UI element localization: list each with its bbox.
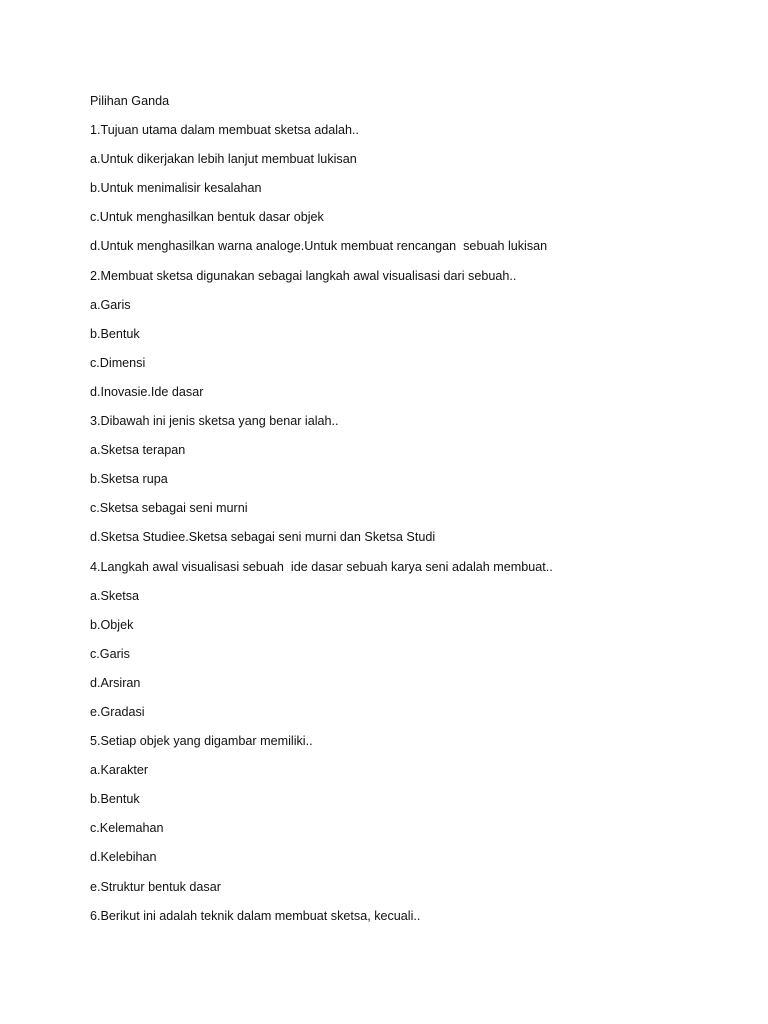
question-4-option-a: a.Sketsa <box>90 588 140 603</box>
question-5-option-a: a.Karakter <box>90 763 149 778</box>
question-2-option-c: c.Dimensi <box>90 355 146 370</box>
question-1-option-c: c.Untuk menghasilkan bentuk dasar objek <box>90 210 324 225</box>
section-title: Pilihan Ganda <box>90 94 170 108</box>
question-3-option-d: d.Sketsa Studiee.Sketsa sebagai seni murni dan Sketsa Studi <box>90 530 436 545</box>
question-3: 3.Dibawah ini jenis sketsa yang benar ialah.. <box>90 414 339 429</box>
question-5: 5.Setiap objek yang digambar memiliki.. <box>90 734 313 749</box>
document-body <box>90 92 730 936</box>
question-1-option-b: b.Untuk menimalisir kesalahan <box>90 181 262 196</box>
question-3-option-a: a.Sketsa terapan <box>90 443 186 458</box>
question-2-option-b: b.Bentuk <box>90 326 140 341</box>
question-3-option-c: c.Sketsa sebagai seni murni <box>90 501 248 516</box>
question-5-option-d: d.Kelebihan <box>90 850 157 865</box>
question-1-option-a: a.Untuk dikerjakan lebih lanjut membuat lukisan <box>90 152 357 167</box>
question-2-option-d: d.Inovasie.Ide dasar <box>90 384 204 399</box>
question-4-option-b: b.Objek <box>90 617 134 632</box>
question-1-option-d: d.Untuk menghasilkan warna analoge.Untuk membuat rencangan sebuah lukisan <box>90 239 548 254</box>
question-4-option-e: e.Gradasi <box>90 704 145 719</box>
question-2-option-a: a.Garis <box>90 297 131 312</box>
question-1: 1.Tujuan utama dalam membuat sketsa adalah.. <box>90 123 360 138</box>
question-4-option-d: d.Arsiran <box>90 675 141 690</box>
question-5-option-e: e.Struktur bentuk dasar <box>90 879 221 894</box>
question-2: 2.Membuat sketsa digunakan sebagai langkah awal visualisasi dari sebuah.. <box>90 268 517 283</box>
question-6: 6.Berikut ini adalah teknik dalam membuat sketsa, kecuali.. <box>90 908 421 923</box>
question-5-option-b: b.Bentuk <box>90 792 140 807</box>
question-4: 4.Langkah awal visualisasi sebuah ide dasar sebuah karya seni adalah membuat.. <box>90 559 553 574</box>
question-5-option-c: c.Kelemahan <box>90 821 164 836</box>
question-4-option-c: c.Garis <box>90 646 130 661</box>
question-3-option-b: b.Sketsa rupa <box>90 472 168 487</box>
